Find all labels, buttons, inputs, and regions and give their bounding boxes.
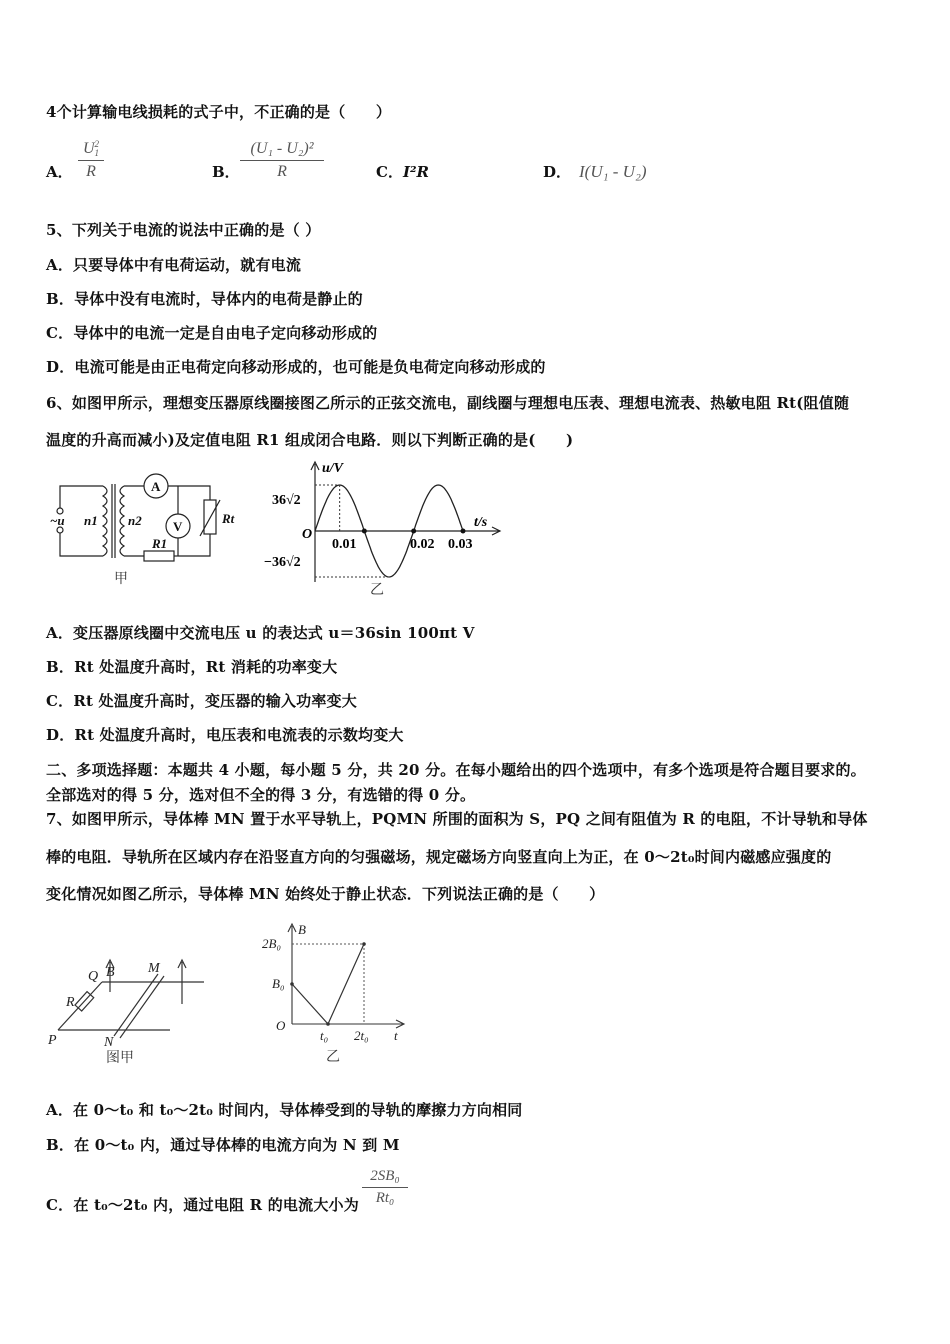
q6-option-c: C．Rt 处温度升高时，变压器的输入功率变大	[46, 692, 357, 710]
q4-option-c-text: I²R	[402, 163, 430, 181]
q7-b-label: B	[106, 965, 115, 980]
q7-m-label: M	[148, 961, 160, 976]
q6-stem-line1: 6、如图甲所示，理想变压器原线圈接图乙所示的正弦交流电，副线圈与理想电压表、理想电流表、热敏电阻 Rt(阻值随	[46, 394, 850, 412]
q5-option-a: A．只要导体中有电荷运动，就有电流	[46, 256, 302, 274]
section2-line1: 二、多项选择题：本题共 4 小题，每小题 5 分，共 20 分。在每小题给出的四个选项中，有多个选项是符合题目要求的。	[46, 761, 866, 779]
q4-option-b-fraction	[240, 140, 324, 181]
chart-x-label: t/s	[474, 515, 488, 530]
q4-b-denominator: R	[277, 163, 287, 180]
q4-option-c	[376, 161, 429, 182]
q6-ammeter-label: A	[151, 479, 161, 494]
chart-ytick-top: 36√2	[272, 493, 301, 508]
q4-a-sup: 2	[94, 139, 100, 149]
q7-option-b: B．在 0～t₀ 内，通过导体棒的电流方向为 N 到 M	[46, 1136, 400, 1154]
bt-y-label: B	[298, 922, 306, 937]
q7-option-c-fraction	[362, 1168, 408, 1207]
bt-ytick-1: B₀	[272, 976, 285, 991]
q7-rail-figure	[44, 952, 214, 1067]
bt-xtick-2: 2t₀	[354, 1028, 369, 1043]
q7-fig-a-caption: 图甲	[106, 1051, 134, 1066]
b-field-point	[362, 942, 366, 946]
b-field-point	[326, 1022, 330, 1026]
q7-stem-line3: 变化情况如图乙所示，导体棒 MN 始终处于静止状态．下列说法正确的是（ ）	[46, 885, 605, 903]
chart-y-label: u/V	[322, 461, 344, 476]
q5-option-c: C．导体中的电流一定是自由电子定向移动形成的	[46, 324, 378, 342]
q4-option-a-fraction	[78, 140, 104, 181]
chart-xtick-1: 0.01	[332, 537, 357, 552]
q4-a-numerator: U	[82, 140, 95, 157]
zero-crossing-point	[362, 529, 367, 534]
q6-fig-a-caption: 甲	[114, 572, 128, 587]
zero-crossing-point	[461, 529, 466, 534]
q4-option-d-text: I(U₁ - U₂)	[579, 162, 647, 181]
q5-option-d: D．电流可能是由正电荷定向移动形成的，也可能是负电荷定向移动形成的	[46, 358, 546, 376]
chart-origin-label: O	[302, 527, 313, 542]
q4-b-numerator: (U₁ - U₂)²	[240, 140, 324, 161]
b-field-point	[290, 982, 294, 986]
q4-stem: 4个计算输电线损耗的式子中，不正确的是（ ）	[46, 103, 392, 121]
q4-option-d	[543, 161, 647, 182]
q7-n-label: N	[104, 1035, 114, 1050]
q4-option-d-label: D．	[543, 163, 572, 181]
zero-crossing-point	[411, 529, 416, 534]
b-field-line	[292, 944, 364, 1024]
bt-ytick-2: 2B₀	[262, 936, 281, 951]
q4-option-b-label: B．	[212, 163, 240, 181]
q7-q-label: Q	[88, 969, 99, 984]
q4-option-c-label: C．	[376, 163, 403, 181]
q7-option-c-text: C．在 t₀～2t₀ 内，通过电阻 R 的电流大小为	[46, 1196, 359, 1214]
q7-p-label: P	[48, 1033, 57, 1048]
q6-option-d: D．Rt 处温度升高时，电压表和电流表的示数均变大	[46, 726, 404, 744]
chart-ytick-bottom: −36√2	[264, 555, 301, 570]
q7-stem-line2: 棒的电阻．导轨所在区域内存在沿竖直方向的匀强磁场，规定磁场方向竖直向上为正，在 0～2t₀时间内磁感应强度的	[46, 848, 832, 866]
q6-option-b: B．Rt 处温度升高时，Rt 消耗的功率变大	[46, 658, 338, 676]
q7-field-chart	[258, 918, 418, 1066]
chart-xtick-3: 0.03	[448, 537, 473, 552]
q6-fig-b-caption: 乙	[370, 583, 384, 598]
chart-xtick-2: 0.02	[410, 537, 435, 552]
q6-option-a: A．变压器原线圈中交流电压 u 的表达式 u＝36sin 100πt V	[46, 624, 475, 642]
q5-stem: 5、下列关于电流的说法中正确的是（ ）	[46, 221, 321, 239]
q6-r1-label: R1	[152, 536, 168, 551]
q7-option-a: A．在 0～t₀ 和 t₀～2t₀ 时间内，导体棒受到的导轨的摩擦力方向相同	[46, 1101, 523, 1119]
q6-source-label: ~u	[50, 513, 65, 528]
q6-circuit-figure	[48, 470, 248, 590]
q6-n2-label: n2	[128, 513, 142, 528]
q7-fig-b-caption: 乙	[326, 1050, 340, 1065]
q7-stem-line1: 7、如图甲所示，导体棒 MN 置于水平导轨上，PQMN 所围的面积为 S，PQ 之间有阻值为 R 的电阻，不计导轨和导体	[46, 810, 868, 828]
q6-voltmeter-label: V	[173, 519, 183, 534]
q6-stem-line2: 温度的升高而减小)及定值电阻 R1 组成闭合电路．则以下判断正确的是( )	[46, 431, 574, 449]
q6-n1-label: n1	[84, 513, 98, 528]
section2-line2: 全部选对的得 5 分，选对但不全的得 3 分，有选错的得 0 分。	[46, 786, 476, 804]
q7-c-numerator: 2SB₀	[362, 1168, 408, 1188]
q6-rt-label: Rt	[222, 511, 235, 526]
q6-voltage-chart	[260, 458, 510, 598]
bt-origin-label: O	[276, 1018, 286, 1033]
q4-a-denominator: R	[86, 163, 96, 180]
q7-c-denominator: Rt₀	[375, 1190, 395, 1206]
q7-r-label: R	[66, 995, 75, 1010]
bt-xtick-1: t₀	[320, 1028, 329, 1043]
q5-option-b: B．导体中没有电流时，导体内的电荷是静止的	[46, 290, 363, 308]
q4-option-a-label: A．	[46, 163, 73, 181]
q4-a-sub: 1	[94, 148, 100, 158]
bt-x-label: t	[394, 1028, 398, 1043]
